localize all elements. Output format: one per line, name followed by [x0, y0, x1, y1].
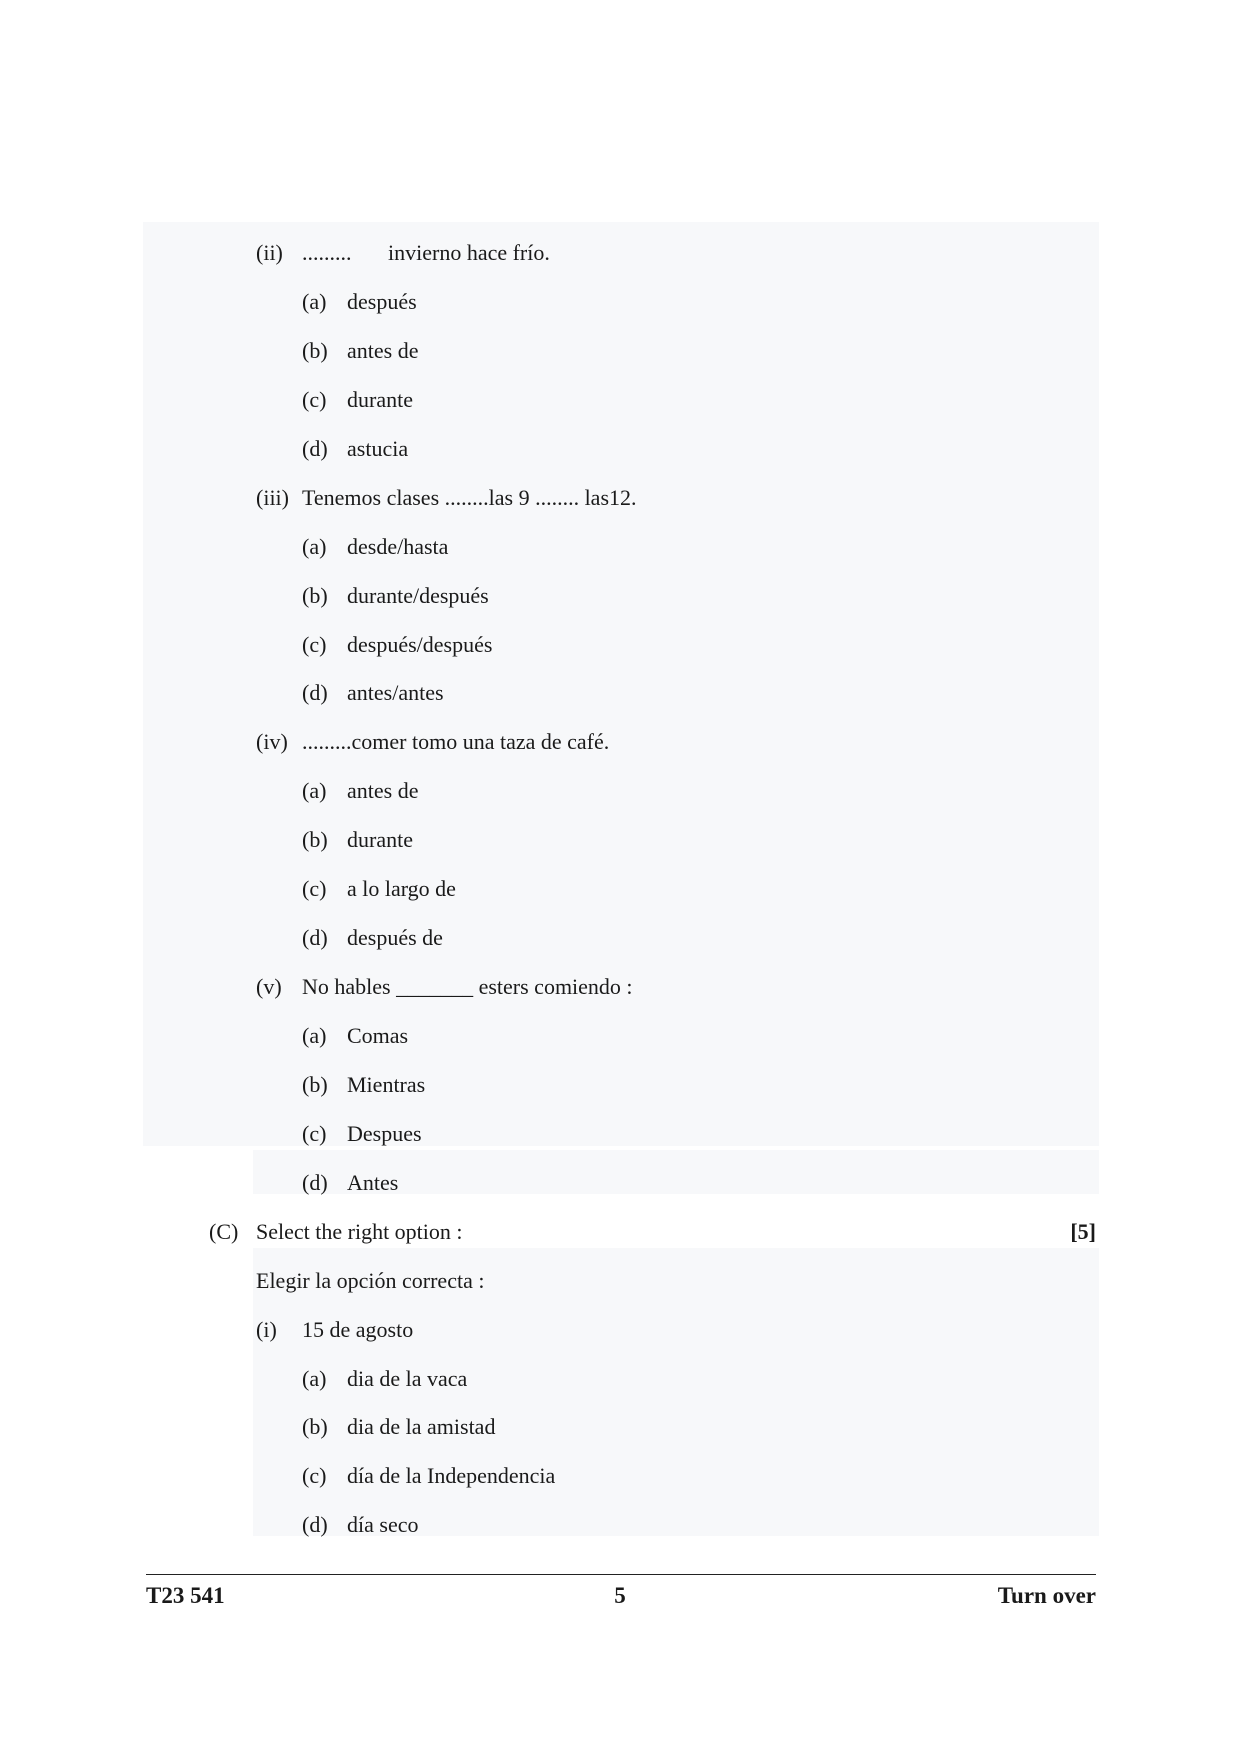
option-text: antes/antes	[347, 680, 444, 705]
option-letter: (b)	[302, 583, 328, 608]
option-text: durante	[347, 827, 413, 852]
option-text: durante	[347, 387, 413, 412]
question-text: invierno hace frío.	[388, 240, 550, 265]
footer-divider	[146, 1574, 1096, 1575]
option-letter: (a)	[302, 778, 327, 803]
highlight-band	[143, 222, 1099, 1146]
option-letter: (c)	[302, 1121, 327, 1146]
paper-code: T23 541	[146, 1583, 225, 1608]
option-text: dia de la amistad	[347, 1414, 496, 1439]
option-text: Antes	[347, 1170, 399, 1195]
option-text: después/después	[347, 632, 493, 657]
option-letter: (a)	[302, 534, 327, 559]
option-letter: (c)	[302, 387, 327, 412]
option-text: después	[347, 289, 417, 314]
option-text: después de	[347, 925, 443, 950]
option-text: Despues	[347, 1121, 422, 1146]
option-letter: (d)	[302, 680, 328, 705]
option-text: día de la Independencia	[347, 1463, 556, 1488]
option-text: Mientras	[347, 1072, 426, 1097]
option-letter: (a)	[302, 289, 327, 314]
question-text: No hables _______ esters comiendo :	[302, 974, 633, 999]
option-letter: (c)	[302, 876, 327, 901]
question-text: .........comer tomo una taza de café.	[302, 729, 610, 754]
option-text: durante/después	[347, 583, 489, 608]
question-number: (iv)	[256, 729, 288, 754]
question-number: (v)	[256, 974, 282, 999]
option-text: día seco	[347, 1512, 419, 1537]
option-letter: (a)	[302, 1023, 327, 1048]
option-text: desde/hasta	[347, 534, 449, 559]
option-text: a lo largo de	[347, 876, 456, 901]
section-subtitle: Elegir la opción correcta :	[256, 1268, 485, 1293]
option-letter: (a)	[302, 1366, 327, 1391]
turn-over-label: Turn over	[997, 1583, 1096, 1608]
option-letter: (c)	[302, 1463, 327, 1488]
question-number: (i)	[256, 1317, 277, 1342]
question-number: (ii)	[256, 240, 283, 265]
option-letter: (d)	[302, 925, 328, 950]
option-text: antes de	[347, 778, 419, 803]
option-text: dia de la vaca	[347, 1366, 468, 1391]
section-title: Select the right option :	[256, 1219, 463, 1244]
option-letter: (b)	[302, 338, 328, 363]
option-letter: (d)	[302, 1170, 328, 1195]
section-label: (C)	[209, 1219, 239, 1244]
question-blank: .........	[302, 240, 352, 265]
option-text: astucia	[347, 436, 409, 461]
option-letter: (d)	[302, 1512, 328, 1537]
section-c-header	[0, 1215, 1240, 1249]
page-number: 5	[614, 1583, 626, 1608]
question-text: Tenemos clases ........las 9 ........ las12.	[302, 485, 637, 510]
marks-badge: [5]	[1070, 1219, 1096, 1244]
option-text: Comas	[347, 1023, 409, 1048]
option-text: antes de	[347, 338, 419, 363]
option-letter: (b)	[302, 827, 328, 852]
option-letter: (b)	[302, 1414, 328, 1439]
question-text: 15 de agosto	[302, 1317, 414, 1342]
question-number: (iii)	[256, 485, 289, 510]
option-letter: (d)	[302, 436, 328, 461]
option-letter: (c)	[302, 632, 327, 657]
option-letter: (b)	[302, 1072, 328, 1097]
